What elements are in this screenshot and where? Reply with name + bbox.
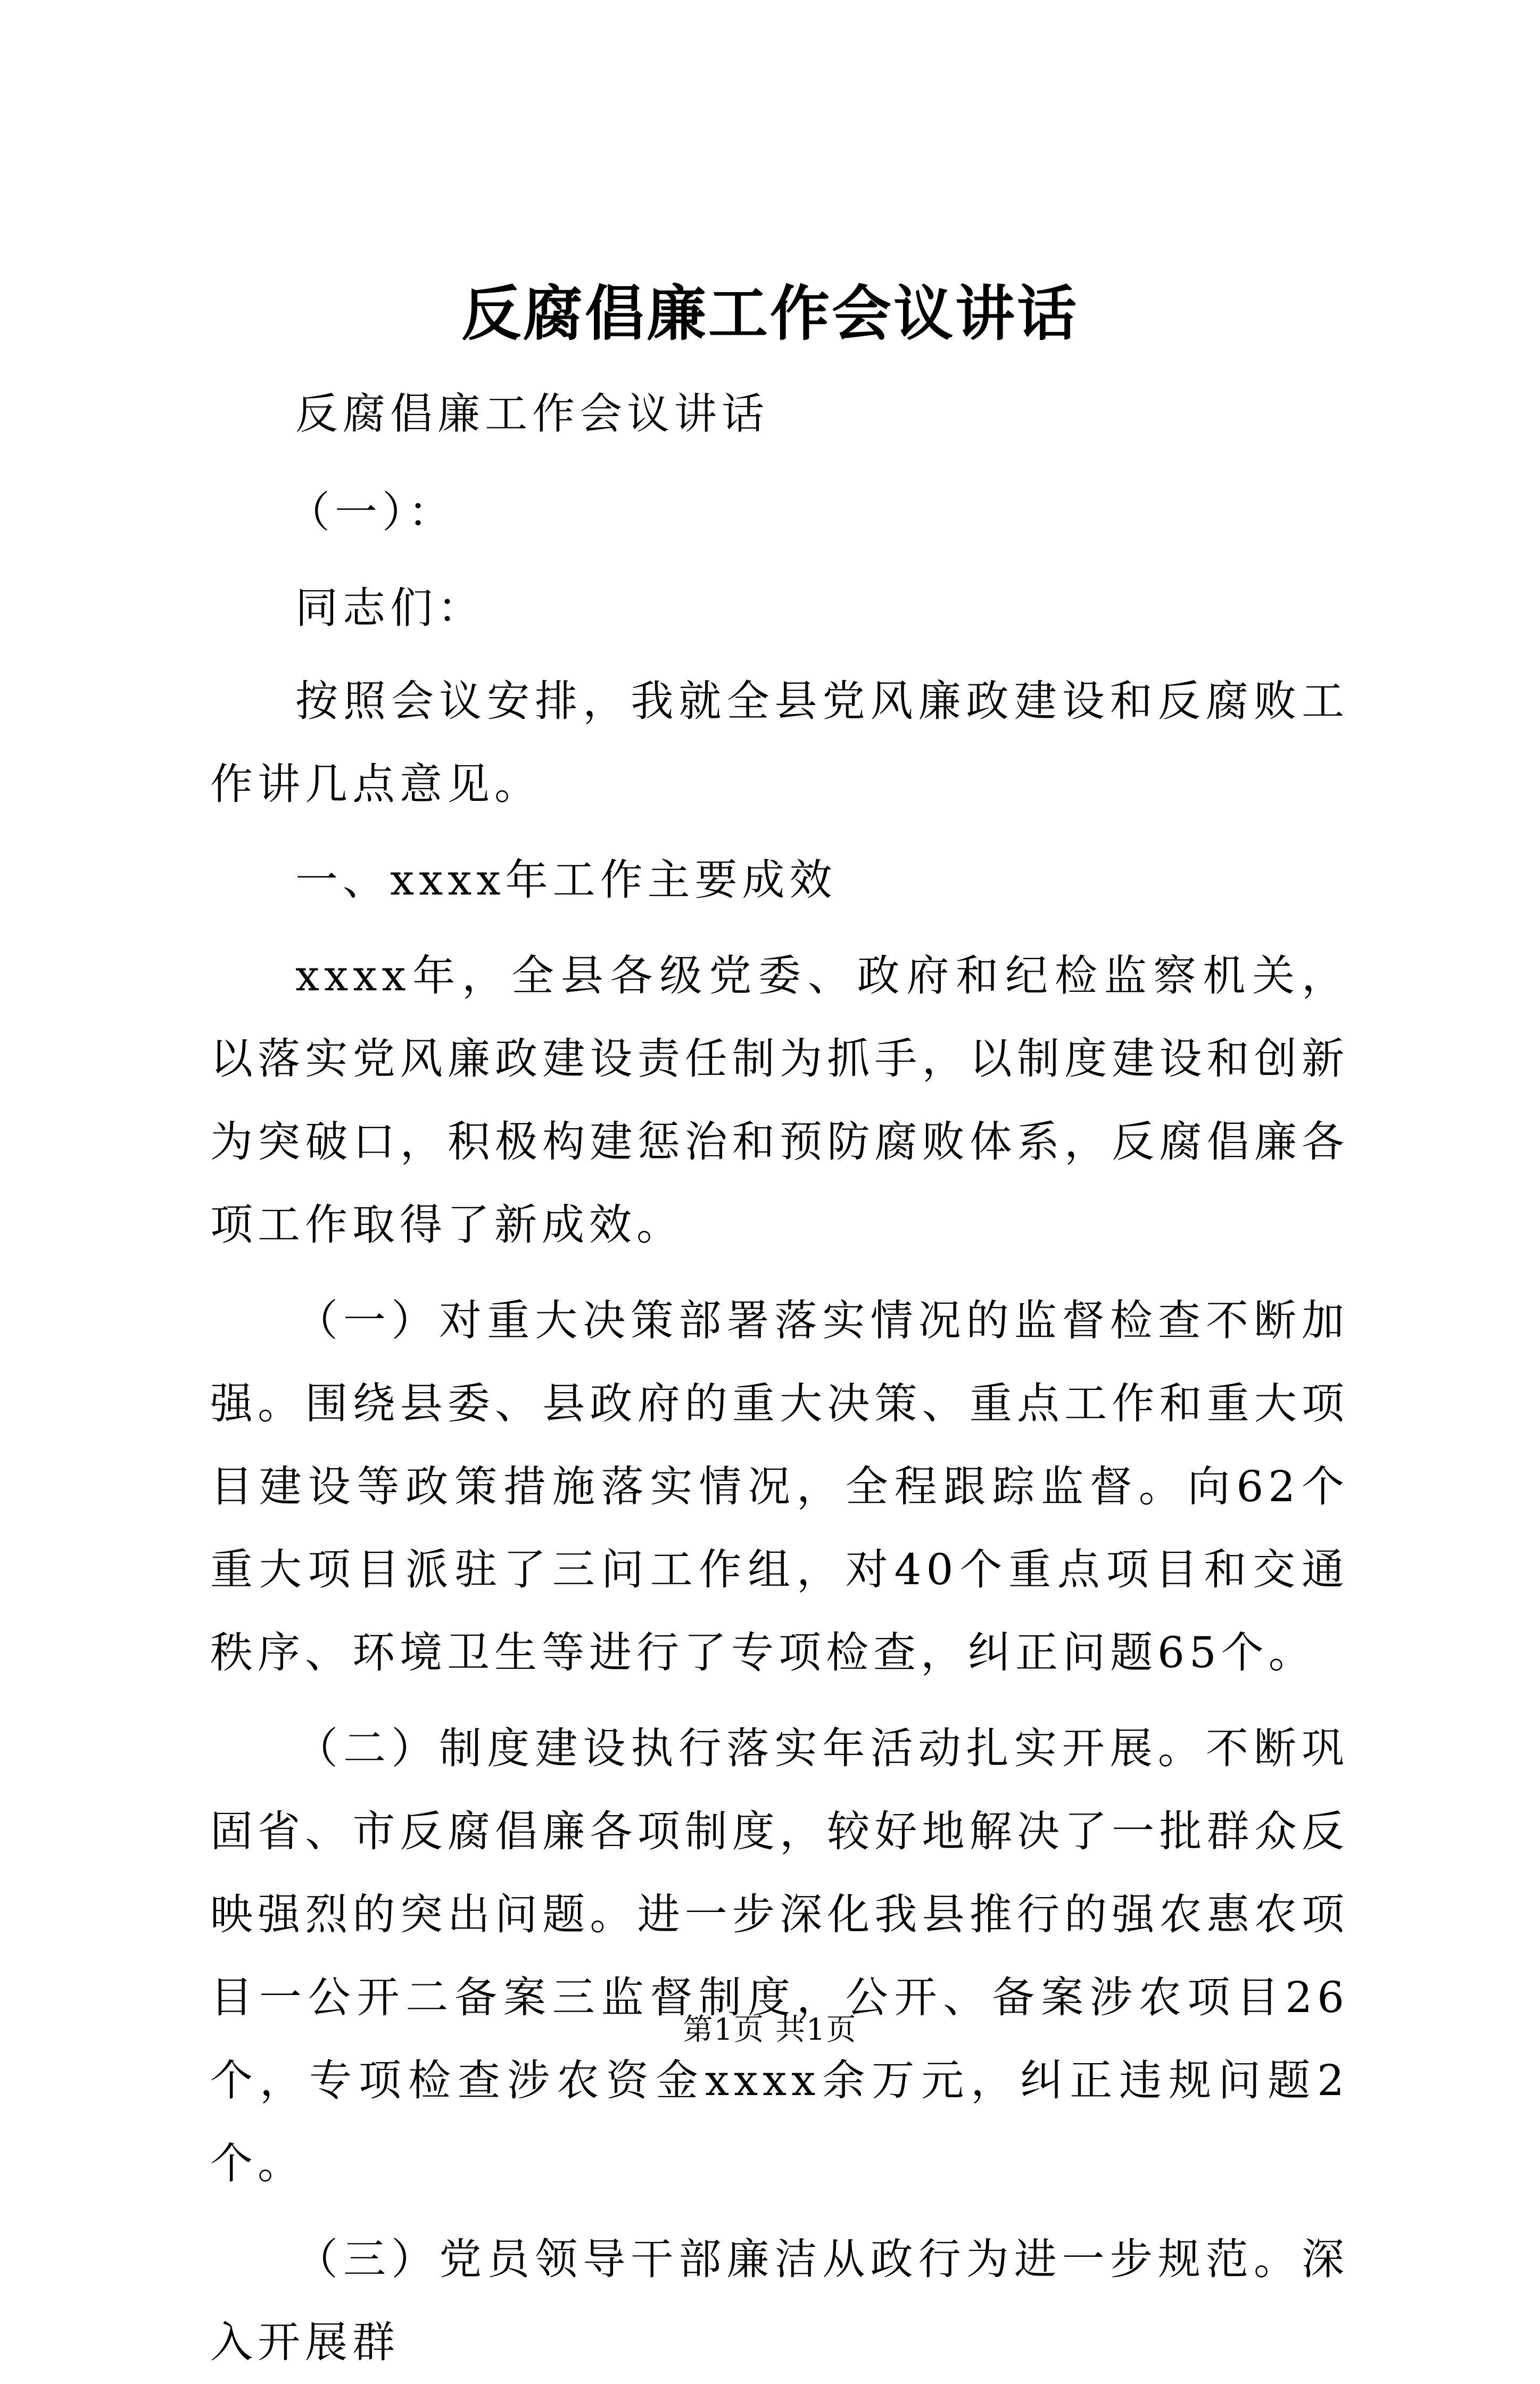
paragraph: （三）党员领导干部廉洁从政行为进一步规范。深入开展群: [210, 2234, 1349, 2367]
paragraph: （二）制度建设执行落实年活动扎实开展。不断巩固省、市反腐倡廉各项制度，较好地解决了一批群众反映强烈的突出问题。进一步深化我县推行的强农惠农项目一公开二备案三监督制度，公开、备案涉农项目26个，专项检查涉农资金xxxx余万元，纠正违规问题2个。: [210, 1724, 1349, 2188]
section-heading: 一、xxxx年工作主要成效: [295, 855, 837, 905]
page-footer: 第1页 共1页: [683, 2013, 857, 2047]
document-title: 反腐倡廉工作会议讲话: [461, 279, 1079, 349]
paragraph: xxxx年，全县各级党委、政府和纪检监察机关，以落实党风廉政建设责任制为抓手，以制度建设和创新为突破口，积极构建惩治和预防腐败体系，反腐倡廉各项工作取得了新成效。: [210, 951, 1349, 1249]
paragraph: 按照会议安排，我就全县党风廉政建设和反腐败工作讲几点意见。: [210, 676, 1349, 809]
body-text: [210, 660, 1349, 2384]
greeting-line: 同志们：: [295, 583, 485, 633]
subtitle-line: 反腐倡廉工作会议讲话: [295, 389, 769, 438]
part-heading: （一）：: [287, 487, 456, 537]
paragraph: （一）对重大决策部署落实情况的监督检查不断加强。围绕县委、县政府的重大决策、重点工作和重大项目建设等政策措施落实情况，全程跟踪监督。向62个重大项目派驻了三问工作组，对40个重点项目和交通秩序、环境卫生等进行了专项检查，纠正问题65个。: [210, 1296, 1349, 1677]
